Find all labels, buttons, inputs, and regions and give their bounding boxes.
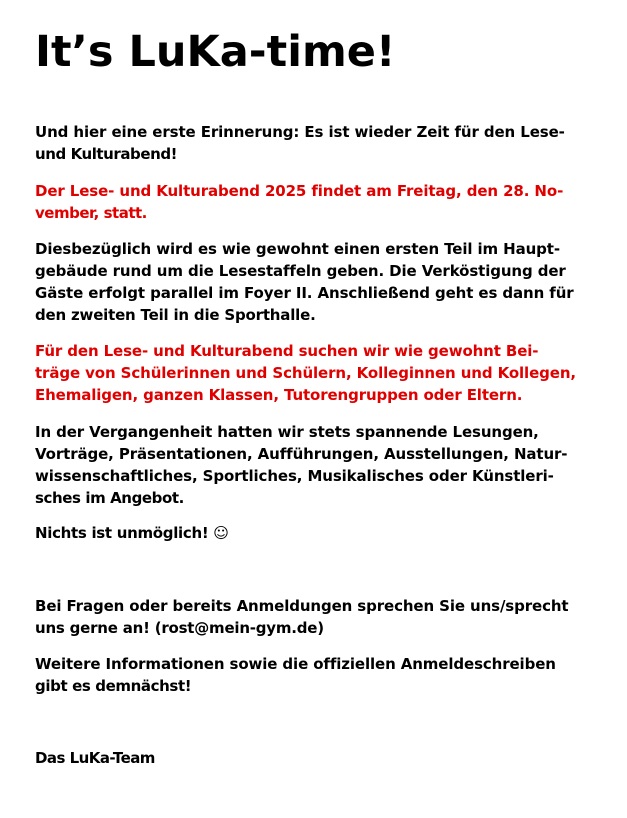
signature-text [35,747,595,769]
paragraph-contact [35,595,595,639]
text-line: Das LuKa-Team [35,749,155,767]
text-line: Der Lese- und Kulturabend 2025 findet am Freitag, den 28. No- [35,182,564,200]
paragraph-more-info [35,653,595,697]
paragraph-past-events [35,421,595,509]
text-line: träge von Schülerinnen und Schülern, Kolleginnen und Kollegen, [35,364,576,382]
text-line: Gäste erfolgt parallel im Foyer II. Anschließend geht es dann für [35,284,574,302]
text-line: Ehemaligen, ganzen Klassen, Tutorengruppen oder Eltern. [35,386,523,404]
text-line: Weitere Informationen sowie die offiziellen Anmeldeschreiben [35,655,556,673]
paragraph-details [35,238,595,326]
page-title: It’s LuKa-time! [35,27,396,77]
text-line: Vorträge, Präsentationen, Aufführungen, Ausstellungen, Natur- [35,445,568,463]
text-line: Bei Fragen oder bereits Anmeldungen sprechen Sie uns/sprecht [35,597,569,615]
text-line: uns gerne an! (rost@mein-gym.de) [35,619,324,637]
text-line: vember, statt. [35,204,147,222]
text-line: Und hier eine erste Erinnerung: Es ist wieder Zeit für den Lese- [35,123,565,141]
text-line: gebäude rund um die Lesestaffeln geben. Die Verköstigung der [35,262,566,280]
text-line: den zweiten Teil in die Sporthalle. [35,306,316,324]
paragraph-intro [35,121,595,165]
paragraph-nothing-impossible [35,522,595,544]
text-line: Diesbezüglich wird es wie gewohnt einen ersten Teil im Haupt- [35,240,560,258]
text-line: wissenschaftliches, Sportliches, Musikalisches oder Künstleri- [35,467,554,485]
text-line: Für den Lese- und Kulturabend suchen wir wie gewohnt Bei- [35,342,539,360]
text-line: Nichts ist unmöglich! ☺ [35,524,229,542]
text-line: gibt es demnächst! [35,677,192,695]
paragraph-date [35,180,595,224]
text-line: und Kulturabend! [35,145,178,163]
paragraph-call-for-contributions [35,340,595,406]
text-line: In der Vergangenheit hatten wir stets spannende Lesungen, [35,423,539,441]
text-line: sches im Angebot. [35,489,184,507]
